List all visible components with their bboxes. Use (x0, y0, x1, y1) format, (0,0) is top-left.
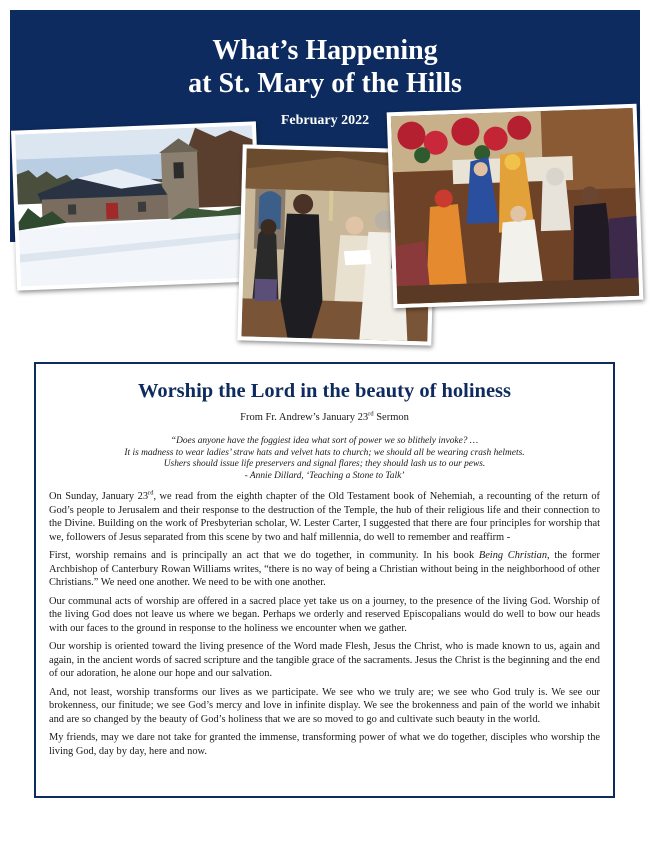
byline-suffix: Sermon (373, 412, 409, 423)
quote-attribution: - Annie Dillard, ‘Teaching a Stone to Talk’ (244, 470, 405, 481)
paragraph-journey: Our communal acts of worship are offered in a sacred place yet take us on a journey, to the presence of the living God. Worship of the living God does not leave us where we began. Perhaps we orderly and reserved Episcopalians would do well to bow our heads with our faces to the ground in response to the holiness we encounter when we gather. (49, 595, 600, 634)
title-line-1: What’s Happening (212, 35, 438, 66)
paragraph-text: On Sunday, January 23 (49, 491, 149, 503)
church-in-snow-image (15, 126, 258, 287)
paragraph-text: , the former Archbishop of Canterbury Rowan Williams writes, “there is no way of being a Christian without being in the neighborhood of other Christians.” We need one another. We need to be with one another. (49, 550, 600, 589)
paragraph-word-made-flesh: Our worship is oriented toward the living presence of the Word made Flesh, Jesus the Christ, who is made known to us, again and again, in the ancient words of sacred scripture and the tangible grace of the sacraments. Jesus the Christ is the beginning and the end of our adoration, he alone our hope and our salvation. (49, 641, 600, 680)
photo-christmas-pageant (387, 104, 644, 309)
paragraph-community (49, 549, 600, 590)
byline-text: From Fr. Andrew’s January 23 (240, 412, 369, 423)
sermon-article (34, 362, 615, 798)
paragraph-closing: My friends, may we dare not take for granted the immense, transforming power of what we do together, disciples who worship the living God, day by day, here and now. (49, 732, 600, 757)
book-title: Being Christian (478, 550, 548, 562)
date-ordinal: rd (148, 489, 154, 497)
paragraph-transformation: And, not least, worship transforms our lives as we participate. We see who we truly are; we see who God truly is. We see our brokenness, our finitude; we see God’s mercy and love in infinite display. We see the brokenness and pain of the world we inhabit and are so changed by the beauty of God’s holiness that we are so moved to go and cultivate such beauty in the world. (49, 686, 600, 725)
article-heading: Worship the Lord in the beauty of holiness (137, 380, 512, 402)
photo-church-in-snow (11, 121, 262, 290)
epigraph-quote (49, 436, 600, 482)
quote-line: “Does anyone have the foggiest idea what sort of power we so blithely invoke? … (170, 436, 479, 446)
christmas-pageant-image (391, 108, 639, 304)
paragraph-intro (49, 490, 600, 544)
paragraph-text: First, worship remains and is principally an act that we do together, in community. In his book (49, 550, 479, 562)
paragraph-text: , we read from the eighth chapter of the Old Testament book of Nehemiah, a recounting of the return of God’s people to Jerusalem and their response to the destruction of the Temple, the hub of their religious life and their connection to the Divine. Building on the work of Presbyterian scholar, W. Lester Carter, I suggested that there are four principles for worship that we, followers of Jesus separated from this scene by two and half millennia, do well to remember and reaffirm - (49, 491, 601, 543)
article-byline (49, 411, 600, 425)
title-line-2: at St. Mary of the Hills (188, 68, 462, 99)
issue-date: February 2022 (280, 113, 370, 128)
quote-line: It is madness to wear ladies’ straw hats and velvet hats to church; we should all be wearing crash helmets. (124, 447, 525, 458)
byline-ordinal: rd (368, 410, 374, 418)
quote-line: Ushers should issue life preservers and signal flares; they should lash us to our pews. (163, 459, 486, 470)
newsletter-title (10, 34, 640, 100)
